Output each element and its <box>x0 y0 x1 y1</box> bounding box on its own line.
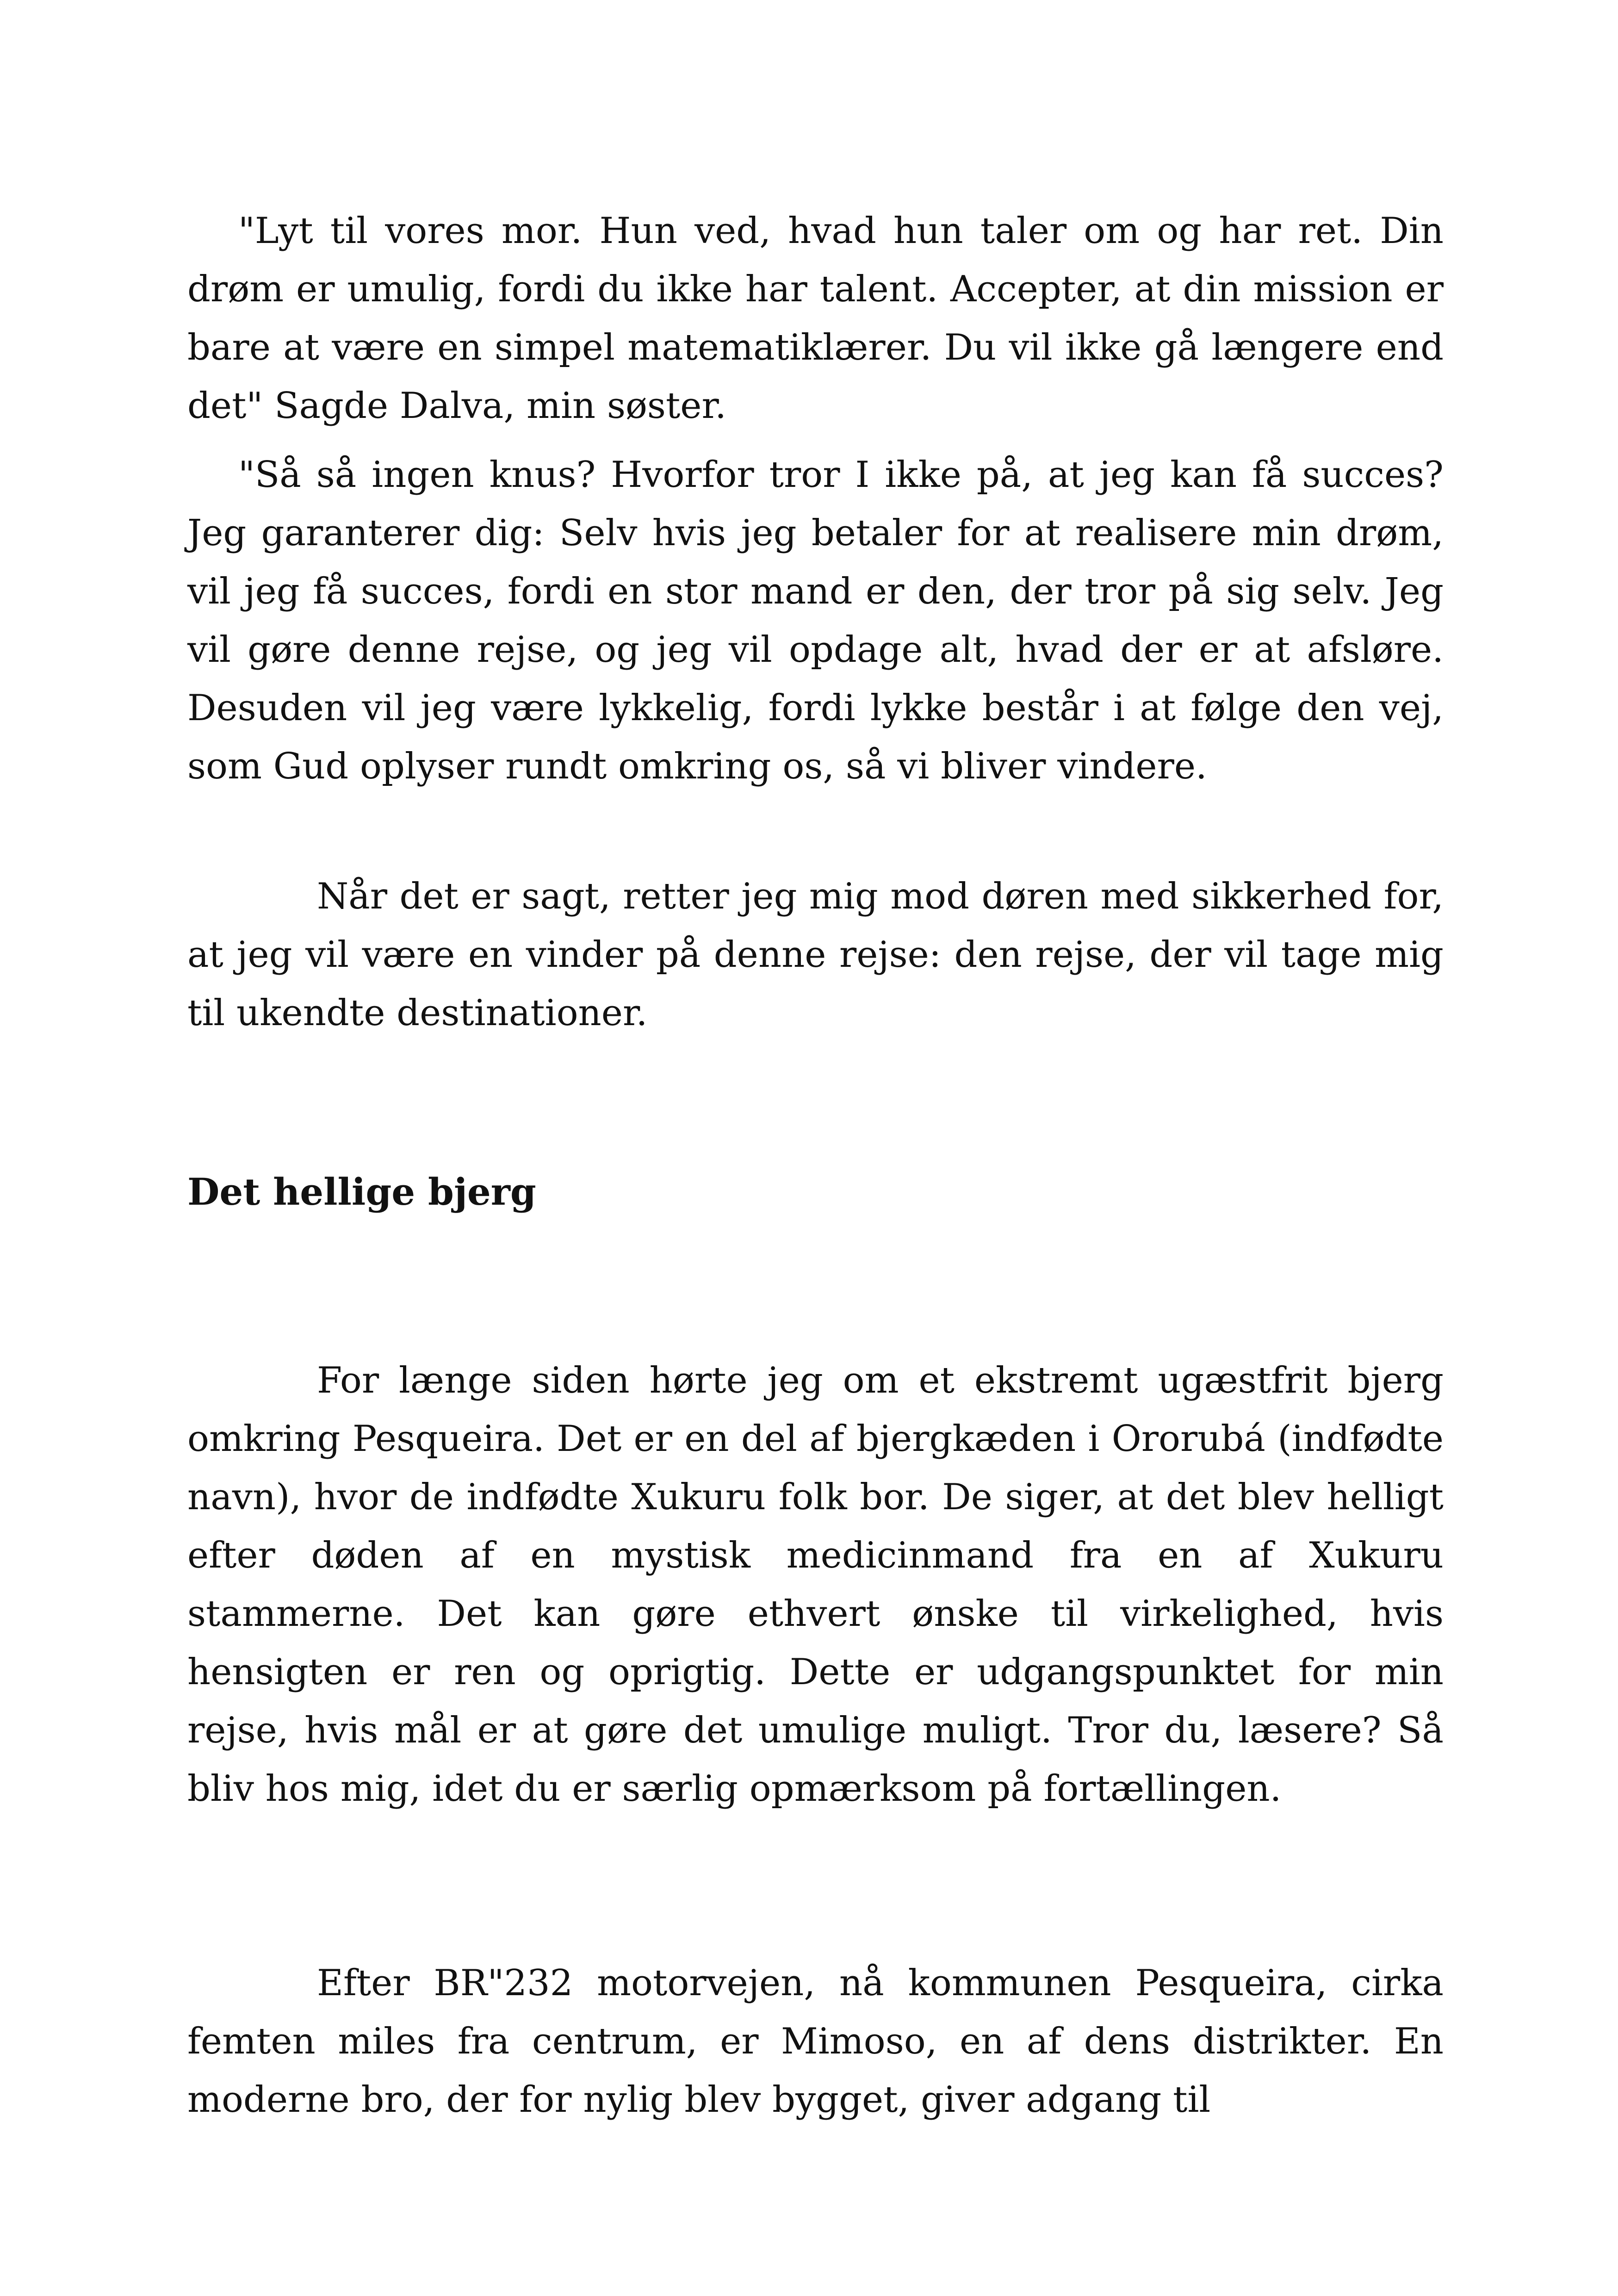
paragraph-route: Efter BR"232 motorvejen, nå kommunen Pesqueira, cirka femten miles fra centrum, er Mimoso, en af dens distrikter. En moderne bro, der for nylig blev bygget, giver adgang til <box>187 1962 1444 2121</box>
paragraph-mountain: For længe siden hørte jeg om et ekstremt ugæstfrit bjerg omkring Pesqueira. Det er en del af bjergkæden i Ororubá (indfødte navn), hvor de indfødte Xukuru folk bor. De siger, at det blev helligt efter døden af en mystisk medicinmand fra en af Xukuru stammerne. Det kan gøre ethvert ønske til virkelighed, hvis hensigten er ren og oprigtig. Dette er udgangspunktet for min rejse, hvis mål er at gøre det umulige muligt. Tror du, læsere? Så bliv hos mig, idet du er særlig opmærksom på fortællingen. <box>187 1360 1444 1810</box>
paragraph-dalva-quote: "Lyt til vores mor. Hun ved, hvad hun taler om og har ret. Din drøm er umulig, fordi du ikke har talent. Accepter, at din mission er bare at være en simpel matematiklærer. Du vil ikke gå længere end det" Sagde Dalva, min søster. <box>187 210 1444 427</box>
section-heading: Det hellige bjerg <box>187 1170 536 1213</box>
paragraph-departure: Når det er sagt, retter jeg mig mod døren med sikkerhed for, at jeg vil være en vinder på denne rejse: den rejse, der vil tage mig til ukendte destinationer. <box>187 876 1444 1034</box>
paragraph-reply: "Så så ingen knus? Hvorfor tror I ikke på, at jeg kan få succes? Jeg garanterer dig: Selv hvis jeg betaler for at realisere min drøm, vil jeg få succes, fordi en stor mand er den, der tror på sig selv. Jeg vil gøre denne rejse, og jeg vil opdage alt, hvad der er at afsløre. Desuden vil jeg være lykkelig, fordi lykke består i at følge den vej, som Gud oplyser rundt omkring os, så vi bliver vindere. <box>187 454 1444 787</box>
